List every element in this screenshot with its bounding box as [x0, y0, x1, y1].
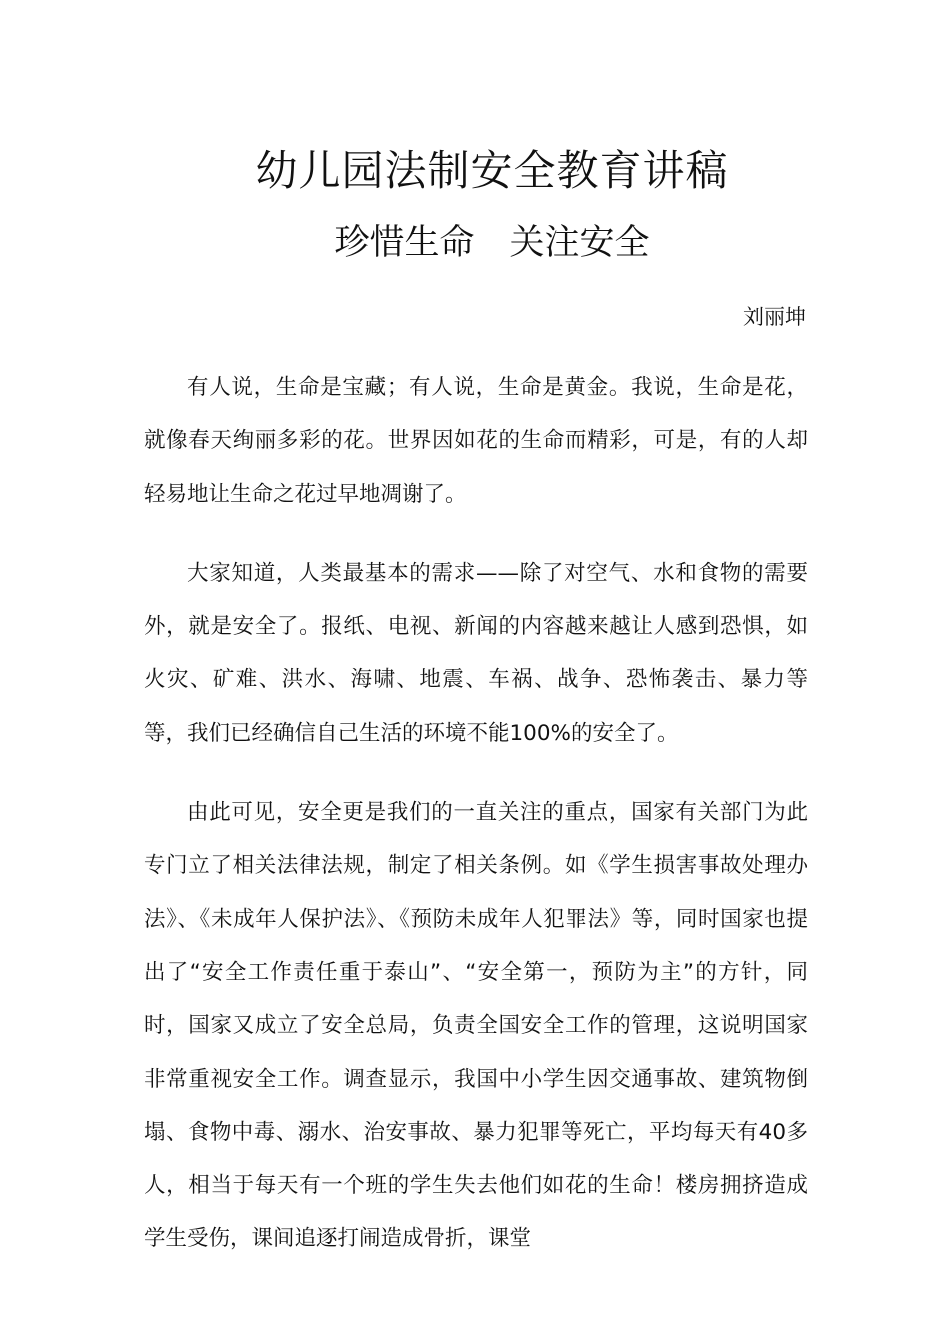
paragraph: 由此可见，安全更是我们的一直关注的重点，国家有关部门为此专门立了相关法律法规，制定了相关条例。如《学生损害事故处理办法》、《未成年人保护法》、《预防未成年人犯罪法》等，同时国家也提出了“安全工作责任重于泰山”、“安全第一，预防为主”的方针，同时，国家又成立了安全总局，负责全国安全工作的管理，这说明国家非常重视安全工作。调查显示，我国中小学生因交通事故、建筑物倒塌、食物中毒、溺水、治安事故、暴力犯罪等死亡，平均每天有40多人，相当于每天有一个班的学生失去他们如花的生命！楼房拥挤造成学生受伤，课间追逐打闹造成骨折，课堂: [144, 800, 808, 1252]
author-name: 刘丽坤: [743, 305, 806, 329]
body-text: [144, 361, 808, 1292]
document-subtitle: 珍惜生命 关注安全: [334, 223, 650, 263]
document-title: 幼儿园法制安全教育讲稿: [255, 146, 729, 195]
paragraph: 大家知道，人类最基本的需求——除了对空气、水和食物的需要外，就是安全了。报纸、电视、新闻的内容越来越让人感到恐惧，如火灾、矿难、洪水、海啸、地震、车祸、战争、恐怖袭击、暴力等等，我们已经确信自己生活的环境不能100%的安全了。: [144, 560, 808, 746]
paragraph: 有人说，生命是宝藏；有人说，生命是黄金。我说，生命是花，就像春天绚丽多彩的花。世界因如花的生命而精彩，可是，有的人却轻易地让生命之花过早地凋谢了。: [144, 375, 808, 507]
